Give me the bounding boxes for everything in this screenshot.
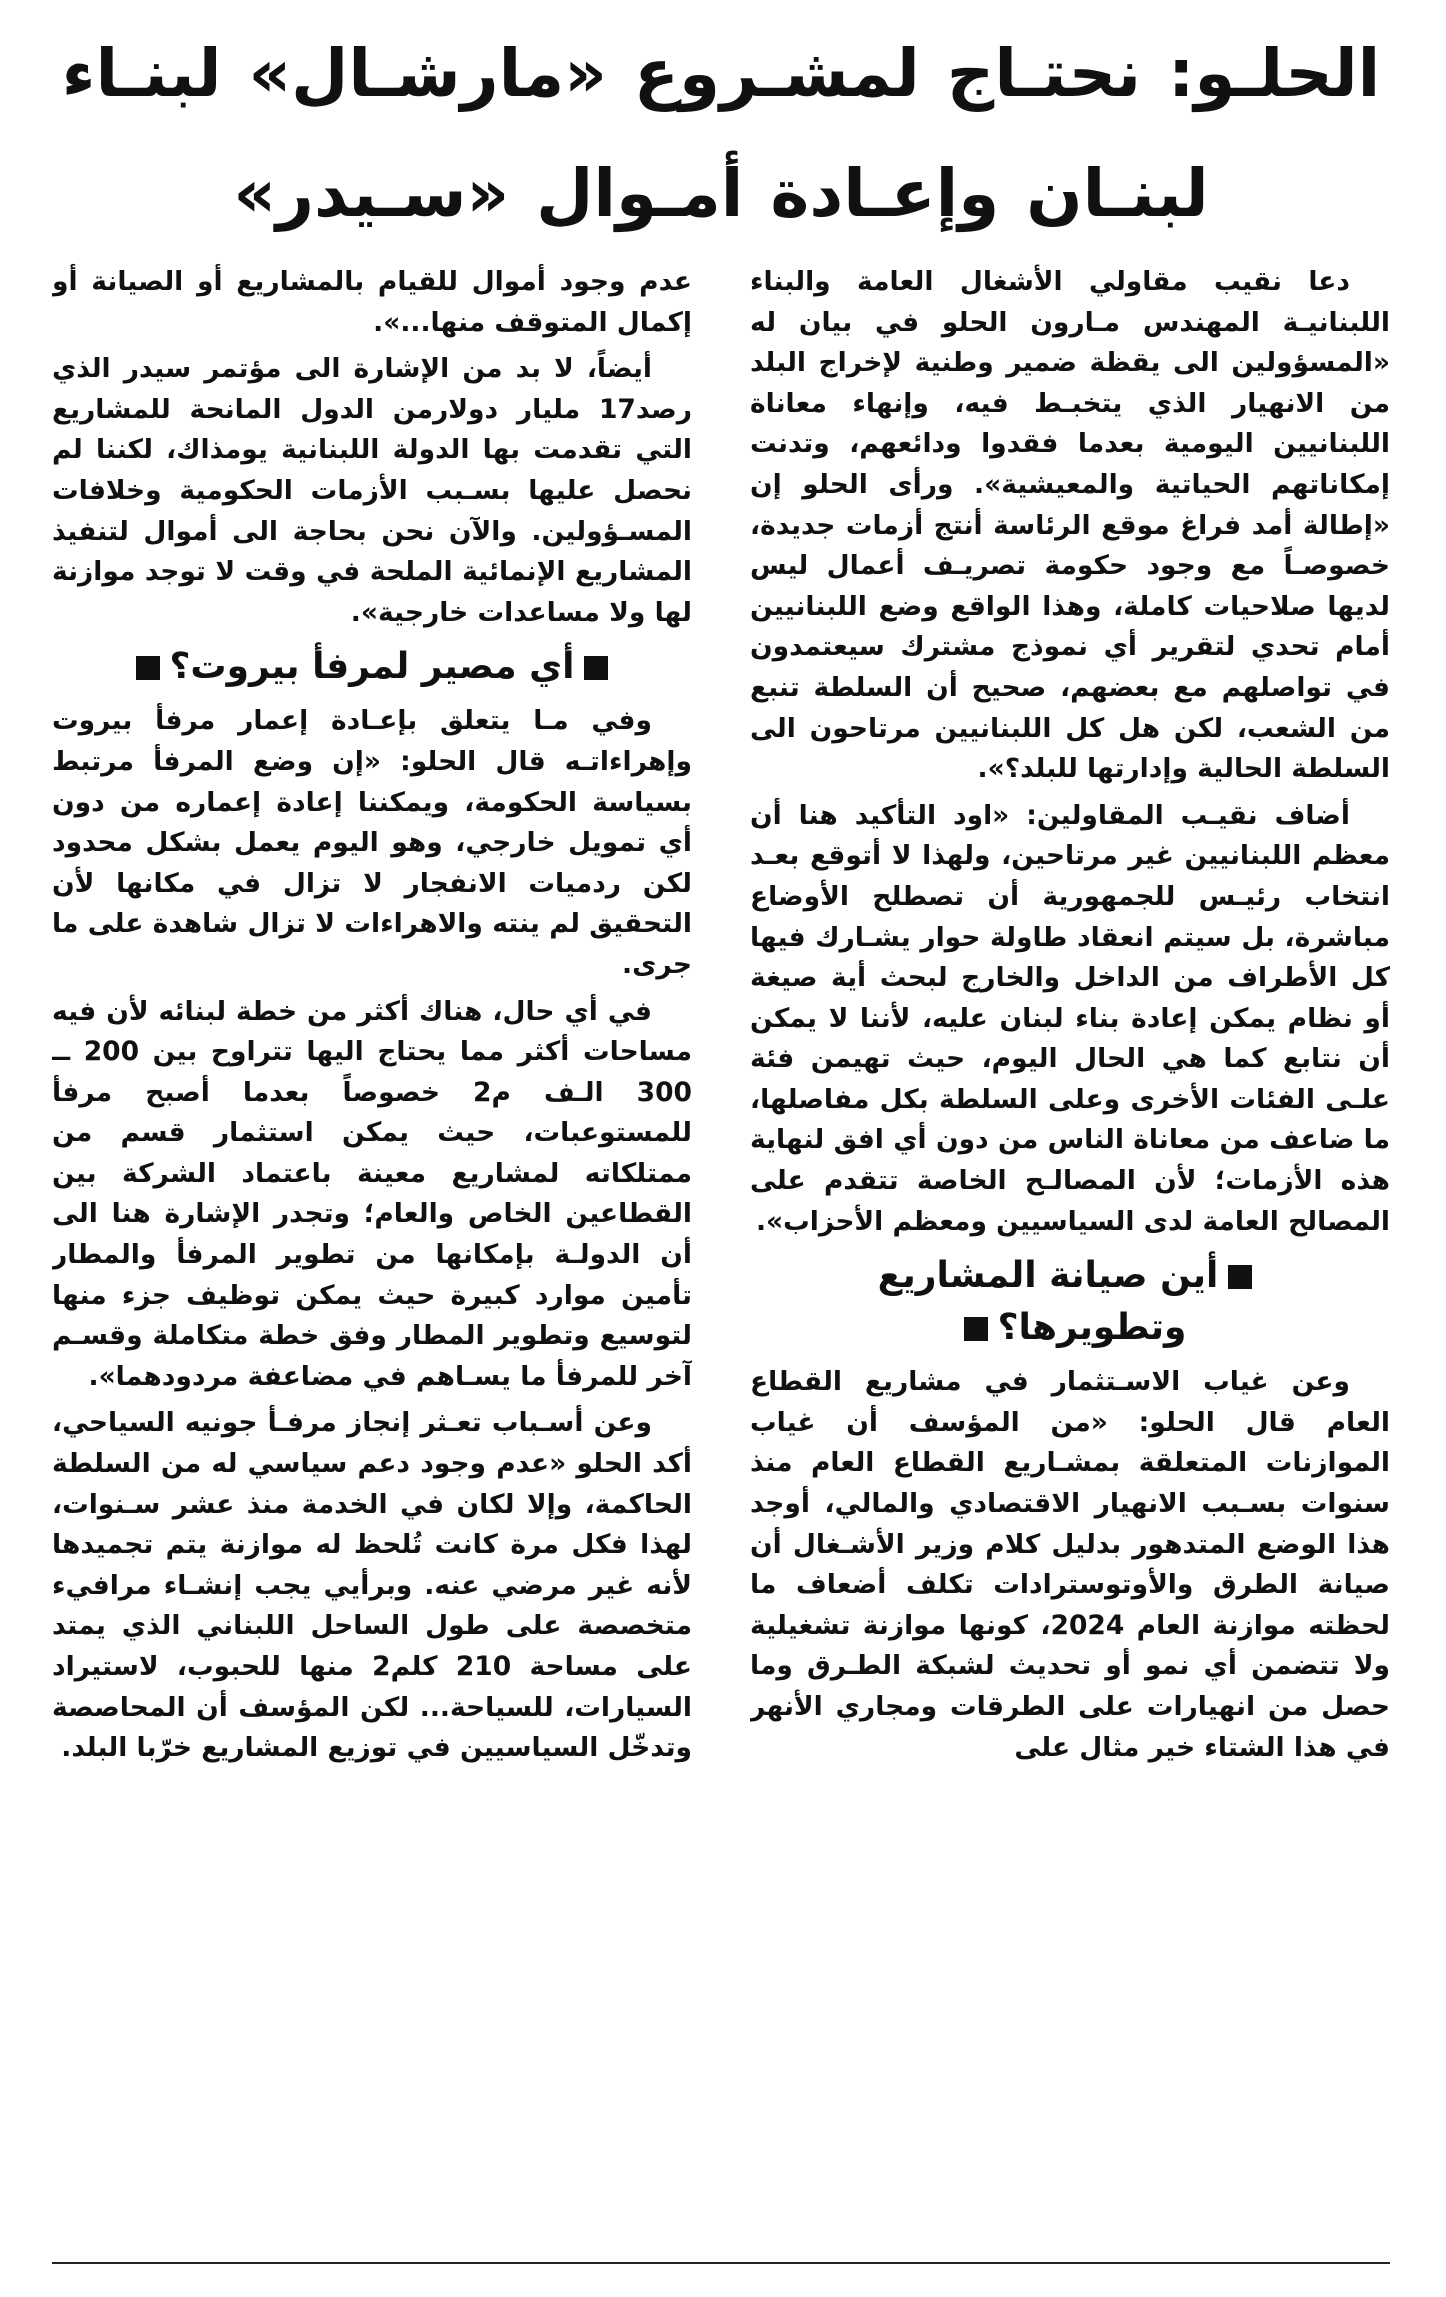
paragraph: دعا نقيب مقاولي الأشغال العامة والبناء اللبنانيـة المهندس مـارون الحلو في بيان له «المسؤولين الى يقظة ضمير وطنية لإخراج البلد من الانهيار الذي يتخبـط فيه، وإنهاء معاناة اللبنانيين اليومية بعدما فقدوا ودائعهم، وتدنت إمكاناتهم الحياتية والمعيشية». ورأى الحلو إن «إطالة أمد فراغ موقع الرئاسة أنتج أزمات جديدة، خصوصـاً مع وجود حكومة تصريـف أعمال ليس لديها صلاحيات كاملة، وهذا الواقع وضع اللبنانيين أمام تحدي لتقرير أي نموذج مشترك سيعتمدون في تواصلهم مع بعضهم، صحيح أن السلطة تنبع من الشعب، لكن هل كل اللبنانيين مرتاحون الى السلطة الحالية وإدارتها للبلد؟». [750,266,1390,785]
headline-line-2: لبنـان وإعـادة أمـوال «سـيدر» [233,155,1209,232]
paragraph: وعن أسـباب تعـثر إنجاز مرفـأ جونيه السياحي، أكد الحلو «عدم وجود دعم سياسي له من السلطة الحاكمة، وإلا لكان في الخدمة منذ عشر سـنوات، لهذا فكل مرة كانت تُلحظ له موازنة يتم تجميدها لأنه غير مرضي عنه. وبرأيي يجب إنشـاء مرافيء متخصصة على طول الساحل اللبناني الذي يمتد على مساحة 210 كلم2 منها للحبوب، لاستيراد السيارات، للسياحة... لكن المؤسف أن المحاصصة وتدخّل السياسيين في توزيع المشاريع خرّبا البلد. [52,1407,692,1764]
left-column [52,262,692,2252]
bottom-divider [52,2262,1390,2264]
right-column [750,262,1390,2252]
square-bullet-icon [1228,1265,1252,1289]
article-headline [52,14,1390,254]
subheading-projects-maintenance [750,1250,1390,1354]
paragraph: أضاف نقيـب المقاولين: «اود التأكيد هنا أن معظم اللبنانيين غير مرتاحين، ولهذا لا أتوقع بعـد انتخاب رئيـس للجمهورية أن تصطلح الأوضاع مباشرة، بل سيتم انعقاد طاولة حوار يشـارك فيها كل الأطراف من الداخل والخارج لبحث أية صيغة أو نظام يمكن إعادة بناء لبنان عليه، لأننا لا يمكن أن نتابع كما هي الحال اليوم، حيث تهيمن فئة علـى الفئات الأخرى وعلى السلطة بكل مفاصلها، ما ضاعف من معاناة الناس من دون أي افق لنهاية هذه الأزمات؛ لأن المصالـح الخاصة تتقدم على المصالح العامة لدى السياسيين ومعظم الأحزاب». [750,799,1390,1237]
subheading-text: أين صيانة المشاريع [877,1255,1219,1297]
paragraph: في أي حال، هناك أكثر من خطة لبنائه لأن فيه مساحات أكثر مما يحتاج اليها تتراوح بين 200 ــ 300 الـف م2 خصوصاً بعدما أصبح مرفأ للمستوعبات، حيث يمكن استثمار قسم من ممتلكاته لمشاريع معينة باعتماد الشركة بين القطاعين الخاص والعام؛ وتجدر الإشارة هنا الى أن الدولـة بإمكانها من تطوير المرفأ والمطار تأمين موارد كبيرة حيث يمكن توظيف جزء منها لتوسيع وتطوير المطار وفق خطة متكاملة وقسـم آخر للمرفأ ما يسـاهم في مضاعفة مردودهما». [52,995,692,1392]
paragraph: عدم وجود أموال للقيام بالمشاريع أو الصيانة أو إكمال المتوقف منها...». [52,266,692,338]
subheading-text: وتطويرها؟ [997,1307,1187,1349]
paragraph: وعن غياب الاسـتثمار في مشاريع القطاع العام قال الحلو: «من المؤسف أن غياب الموازنات المتعلقة بمشـاريع القطاع العام منذ سنوات بسـبب الانهيار الاقتصادي والمالي، أوجد هذا الوضع المتدهور بدليل كلام وزير الأشـغال أن صيانة الطرق والأوتوسترادات تكلف أضعاف ما لحظته موازنة العام 2024، كونها موازنة تشغيلية ولا تتضمن أي نمو أو تحديث لشبكة الطـرق وما حصل من انهيارات على الطرقات ومجاري الأنهر في هذا الشتاء خير مثال على [750,1366,1390,1763]
subheading-beirut-port [52,641,692,693]
square-bullet-icon [964,1317,988,1341]
square-bullet-icon [584,656,608,680]
paragraph: أيضاً، لا بد من الإشارة الى مؤتمر سيدر الذي رصد17 مليار دولارمن الدول المانحة للمشاريع التي تقدمت بها الدولة اللبنانية يومذاك، لكننا لم نحصل عليها بسـبب الأزمات الحكومية وخلافات المسـؤولين. والآن نحن بحاجة الى أموال لتنفيذ المشاريع الإنمائية الملحة في وقت لا توجد موازنة لها ولا مساعدات خارجية». [52,353,692,628]
headline-line-1: الحلـو: نحتـاج لمشـروع «مارشـال» لبنـاء [61,35,1381,112]
paragraph: وفي مـا يتعلق بإعـادة إعمار مرفأ بيروت وإهراءاتـه قال الحلو: «إن وضع المرفأ مرتبط بسياسة الحكومة، ويمكننا إعادة إعماره من دون أي تمويل خارجي، وهو اليوم يعمل بشكل محدود لكن ردميات الانفجار لا تزال في مكانها لأن التحقيق لم ينته والاهراءات لا تزال شاهدة على ما جرى. [52,705,692,980]
square-bullet-icon [136,656,160,680]
article-columns [52,262,1390,2252]
subheading-text: أي مصير لمرفأ بيروت؟ [169,646,575,688]
